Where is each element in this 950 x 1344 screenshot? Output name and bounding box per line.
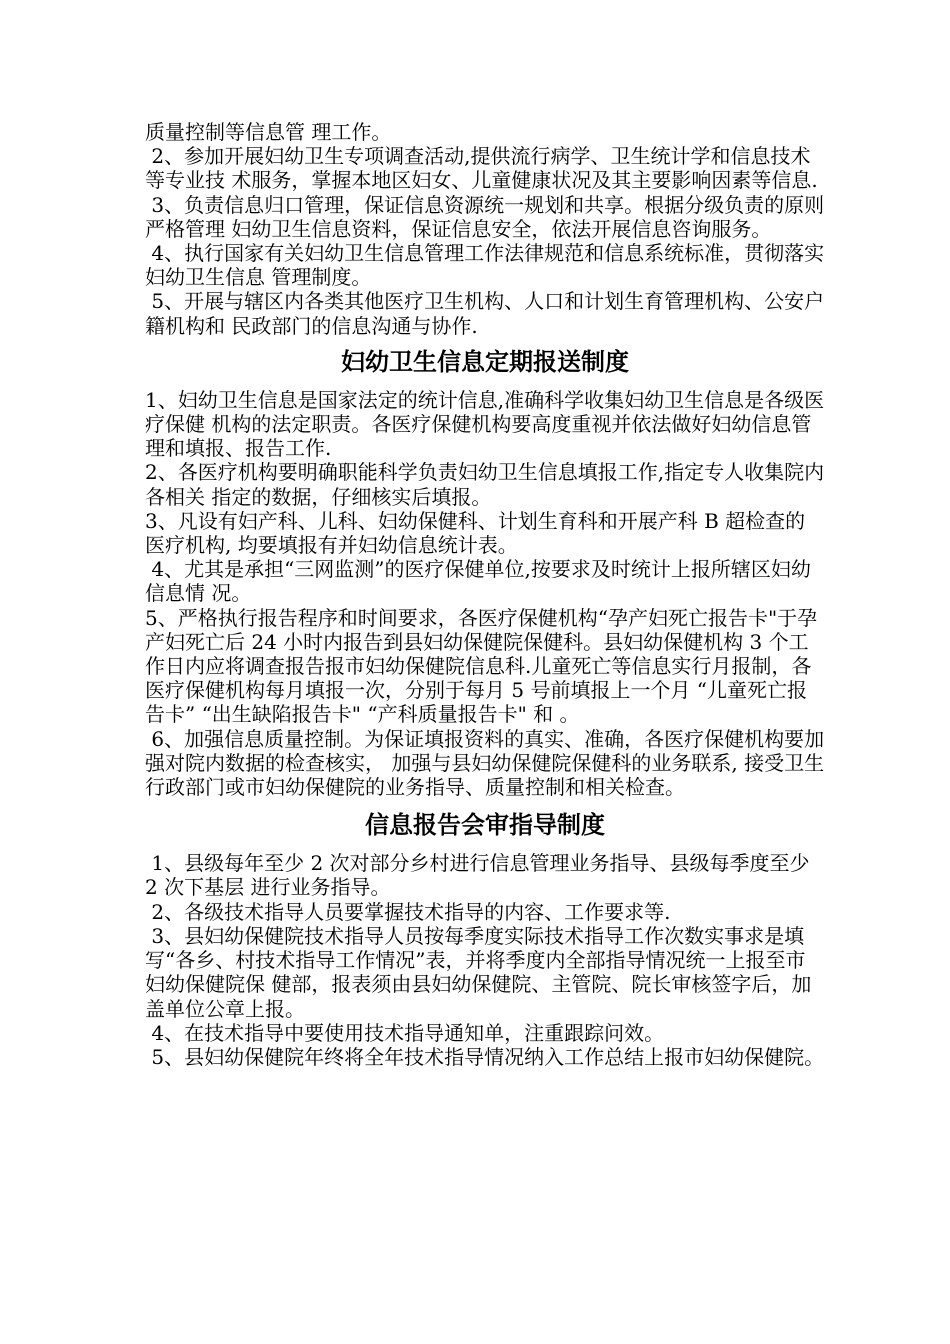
paragraph: 4、执行国家有关妇幼卫生信息管理工作法律规范和信息系统标准，贯彻落实妇幼卫生信息 管理制度。	[145, 241, 825, 290]
paragraph: 3、负责信息归口管理，保证信息资源统一规划和共享。根据分级负责的原则严格管理 妇幼卫生信息资料，保证信息安全，依法开展信息咨询服务。	[145, 192, 825, 241]
paragraph: 1、县级每年至少 2 次对部分乡村进行信息管理业务指导、县级每季度至少 2 次下基层 进行业务指导。	[145, 851, 816, 900]
paragraph: 2、参加开展妇幼卫生专项调查活动,提供流行病学、卫生统计学和信息技术等专业技 术服务，掌握本地区妇女、儿童健康状况及其主要影响因素等信息.	[145, 144, 818, 193]
section-heading-reporting: 妇幼卫生信息定期报送制度	[341, 347, 629, 376]
reporting-section	[145, 388, 825, 799]
document-page	[145, 120, 825, 1069]
review-section	[145, 851, 825, 1069]
paragraph: 5、县妇幼保健院年终将全年技术指导情况纳入工作总结上报市妇幼保健院。	[145, 1044, 825, 1069]
paragraph: 2、各医疗机构要明确职能科学负责妇幼卫生信息填报工作,指定专人收集院内各相关 指定的数据，仔细核实后填报。	[145, 460, 825, 509]
paragraph: 3、凡设有妇产科、儿科、妇幼保健科、计划生育科和开展产科 B 超检查的医疗机构, 均要填报有并妇幼信息统计表。	[145, 508, 806, 558]
paragraph: 5、严格执行报告程序和时间要求，各医疗保健机构“孕产妇死亡报告卡"于孕产妇死亡后 24 小时内报告到县妇幼保健院保健科。县妇幼保健机构 3 个工作日内应将调查报告报市妇幼保健院信息科.儿童死亡等信息实行月报制，各医疗保健机构每月填报一次，分别于每月 5 号前填报上一个月 “儿童死亡报告卡” “出生缺陷报告卡" “产科质量报告卡" 和 。	[145, 605, 818, 727]
paragraph: 4、尤其是承担“三网监测”的医疗保健单位,按要求及时统计上报所辖区妇幼信息情 况。	[145, 557, 811, 606]
paragraph: 3、县妇幼保健院技术指导人员按每季度实际技术指导工作次数实事求是填写“各乡、村技术指导工作情况”表，并将季度内全部指导情况统一上报至市妇幼保健院保 健部，报表须由县妇幼保健院、主管院、院长审核签字后，加盖单位公章上报。	[145, 923, 812, 1021]
paragraph: 1、妇幼卫生信息是国家法定的统计信息,准确科学收集妇幼卫生信息是各级医疗保健 机构的法定职责。各医疗保健机构要高度重视并依法做好妇幼信息管理和填报、报告工作.	[145, 387, 825, 461]
section-heading-review: 信息报告会审指导制度	[365, 811, 605, 840]
paragraph: 2、各级技术指导人员要掌握技术指导的内容、工作要求等.	[145, 899, 671, 924]
paragraph: 4、在技术指导中要使用技术指导通知单，注重跟踪问效。	[145, 1020, 665, 1045]
paragraph: 5、开展与辖区内各类其他医疗卫生机构、人口和计划生育管理机构、公安户籍机构和 民政部门的信息沟通与协作.	[145, 289, 825, 338]
intro-section	[145, 120, 825, 338]
paragraph: 6、加强信息质量控制。为保证填报资料的真实、准确，各医疗保健机构要加强对院内数据的检查核实， 加强与县妇幼保健院保健科的业务联系, 接受卫生行政部门或市妇幼保健院的业务指导、质量控制和相关检查。	[145, 726, 825, 800]
paragraph: 质量控制等信息管 理工作。	[145, 120, 392, 144]
